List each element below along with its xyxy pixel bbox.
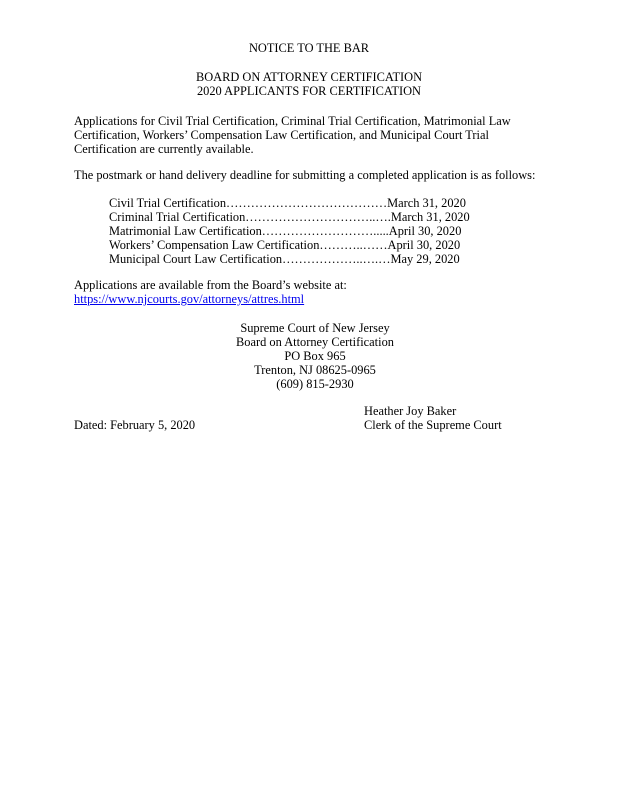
- deadline-intro: The postmark or hand delivery deadline for submitting a completed application is as follows:: [74, 168, 536, 182]
- deadline-list: [109, 196, 509, 266]
- board-title: BOARD ON ATTORNEY CERTIFICATION: [195, 70, 423, 84]
- deadline-criminal-trial: Criminal Trial Certification…………………………..….March 31, 2020: [109, 210, 470, 224]
- dated-line: Dated: February 5, 2020: [74, 418, 196, 432]
- signature-block: [364, 404, 502, 432]
- address-line-court: Supreme Court of New Jersey: [240, 321, 390, 335]
- notice-title: NOTICE TO THE BAR: [248, 41, 370, 55]
- intro-paragraph: Applications for Civil Trial Certification, Criminal Trial Certification, Matrimonial Law Certification, Workers’ Compensation Law Certification, and Municipal Court Trial Certification are currently available.: [74, 114, 511, 156]
- deadline-workers-comp: Workers’ Compensation Law Certification………..……April 30, 2020: [109, 238, 461, 252]
- deadline-municipal-court: Municipal Court Law Certification………………..….…May 29, 2020: [109, 252, 460, 266]
- court-address: [200, 321, 430, 391]
- deadline-civil-trial: Civil Trial Certification…………………………………March 31, 2020: [109, 196, 466, 210]
- address-line-po-box: PO Box 965: [284, 349, 346, 363]
- address-line-board: Board on Attorney Certification: [236, 335, 394, 349]
- address-line-phone: (609) 815-2930: [276, 377, 354, 391]
- signature-name: Heather Joy Baker: [364, 404, 457, 418]
- address-line-city: Trenton, NJ 08625-0965: [254, 363, 376, 377]
- signature-title: Clerk of the Supreme Court: [364, 418, 502, 432]
- website-intro: Applications are available from the Board’s website at:: [74, 278, 347, 292]
- subtitle: 2020 APPLICANTS FOR CERTIFICATION: [196, 84, 422, 98]
- deadline-matrimonial: Matrimonial Law Certification……………………….....April 30, 2020: [109, 224, 462, 238]
- website-link[interactable]: https://www.njcourts.gov/attorneys/attres.html: [74, 292, 305, 306]
